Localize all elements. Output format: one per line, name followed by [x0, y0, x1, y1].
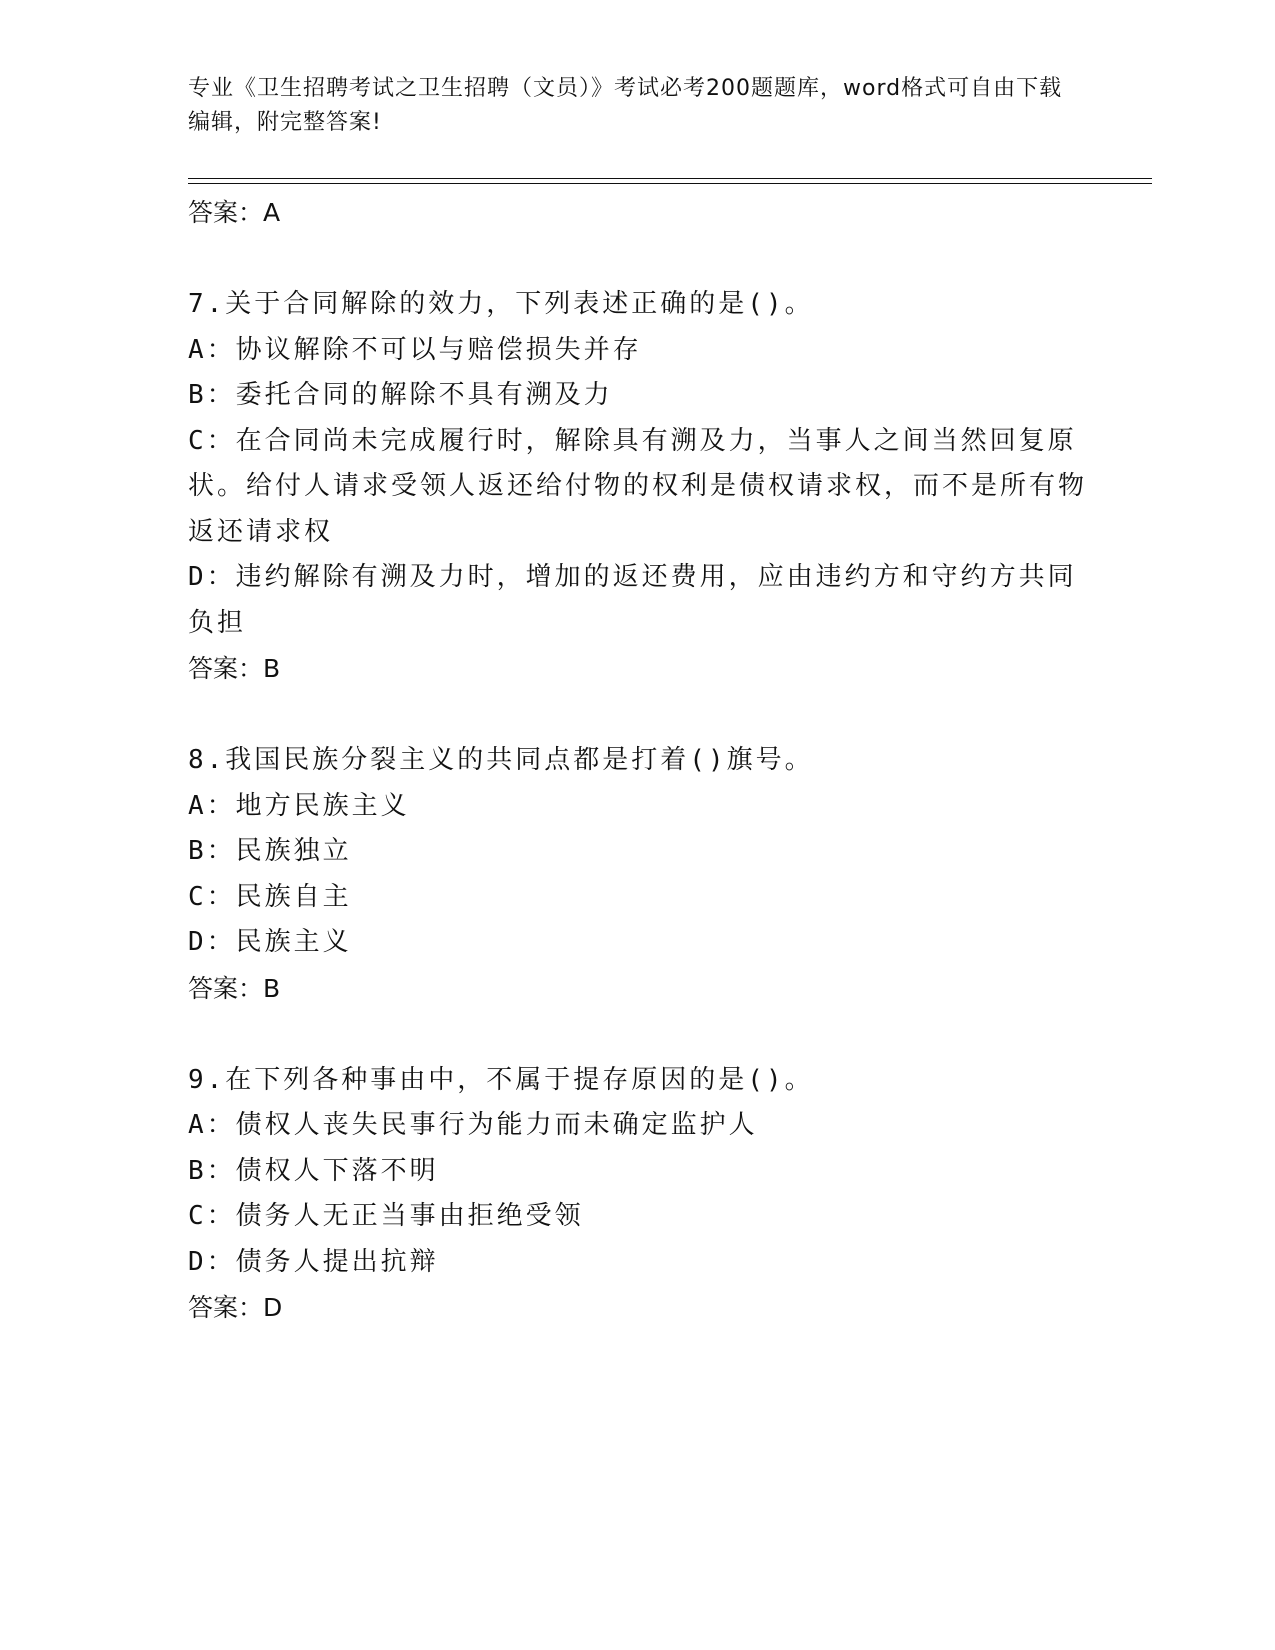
- option-a: A：债权人丧失民事行为能力而未确定监护人: [188, 1110, 758, 1140]
- header-title: 专业《卫生招聘考试之卫生招聘（文员）》考试必考200题题库，word格式可自由下载编辑，附完整答案!: [188, 76, 1063, 135]
- answer: 答案：D: [188, 1293, 283, 1322]
- question-9: [188, 1058, 1088, 1332]
- option-a: A：地方民族主义: [188, 790, 410, 821]
- previous-answer: 答案：A: [188, 198, 281, 227]
- option-a: A：协议解除不可以与赔偿损失并存: [188, 334, 642, 365]
- option-b: B：委托合同的解除不具有溯及力: [188, 380, 613, 410]
- header-divider-bottom: [188, 183, 1152, 184]
- spacer: [188, 1012, 1088, 1058]
- spacer: [188, 236, 1088, 282]
- answer: 答案：B: [188, 973, 281, 1003]
- question-7: [188, 282, 1088, 692]
- question-8: [188, 738, 1088, 1012]
- option-d: D：民族主义: [188, 927, 352, 957]
- document-header: [188, 72, 1078, 140]
- option-d: D：违约解除有溯及力时，增加的返还费用，应由违约方和守约方共同负担: [188, 562, 1077, 638]
- option-b: B：民族独立: [188, 836, 352, 866]
- option-c: C：在合同尚未完成履行时，解除具有溯及力，当事人之间当然回复原状。给付人请求受领人返还给付物的权利是债权请求权，而不是所有物返还请求权: [188, 425, 1088, 547]
- answer: 答案：B: [188, 654, 281, 683]
- header-divider-top: [188, 178, 1152, 179]
- question-stem: 7.关于合同解除的效力，下列表述正确的是()。: [188, 289, 814, 319]
- question-list: [188, 190, 1088, 1331]
- option-d: D：债务人提出抗辩: [188, 1246, 439, 1277]
- option-b: B：债权人下落不明: [188, 1155, 439, 1186]
- question-stem: 9.在下列各种事由中，不属于提存原因的是()。: [188, 1064, 814, 1095]
- question-stem: 8.我国民族分裂主义的共同点都是打着()旗号。: [188, 745, 814, 775]
- option-c: C：债务人无正当事由拒绝受领: [188, 1201, 584, 1231]
- option-c: C：民族自主: [188, 881, 352, 912]
- spacer: [188, 692, 1088, 738]
